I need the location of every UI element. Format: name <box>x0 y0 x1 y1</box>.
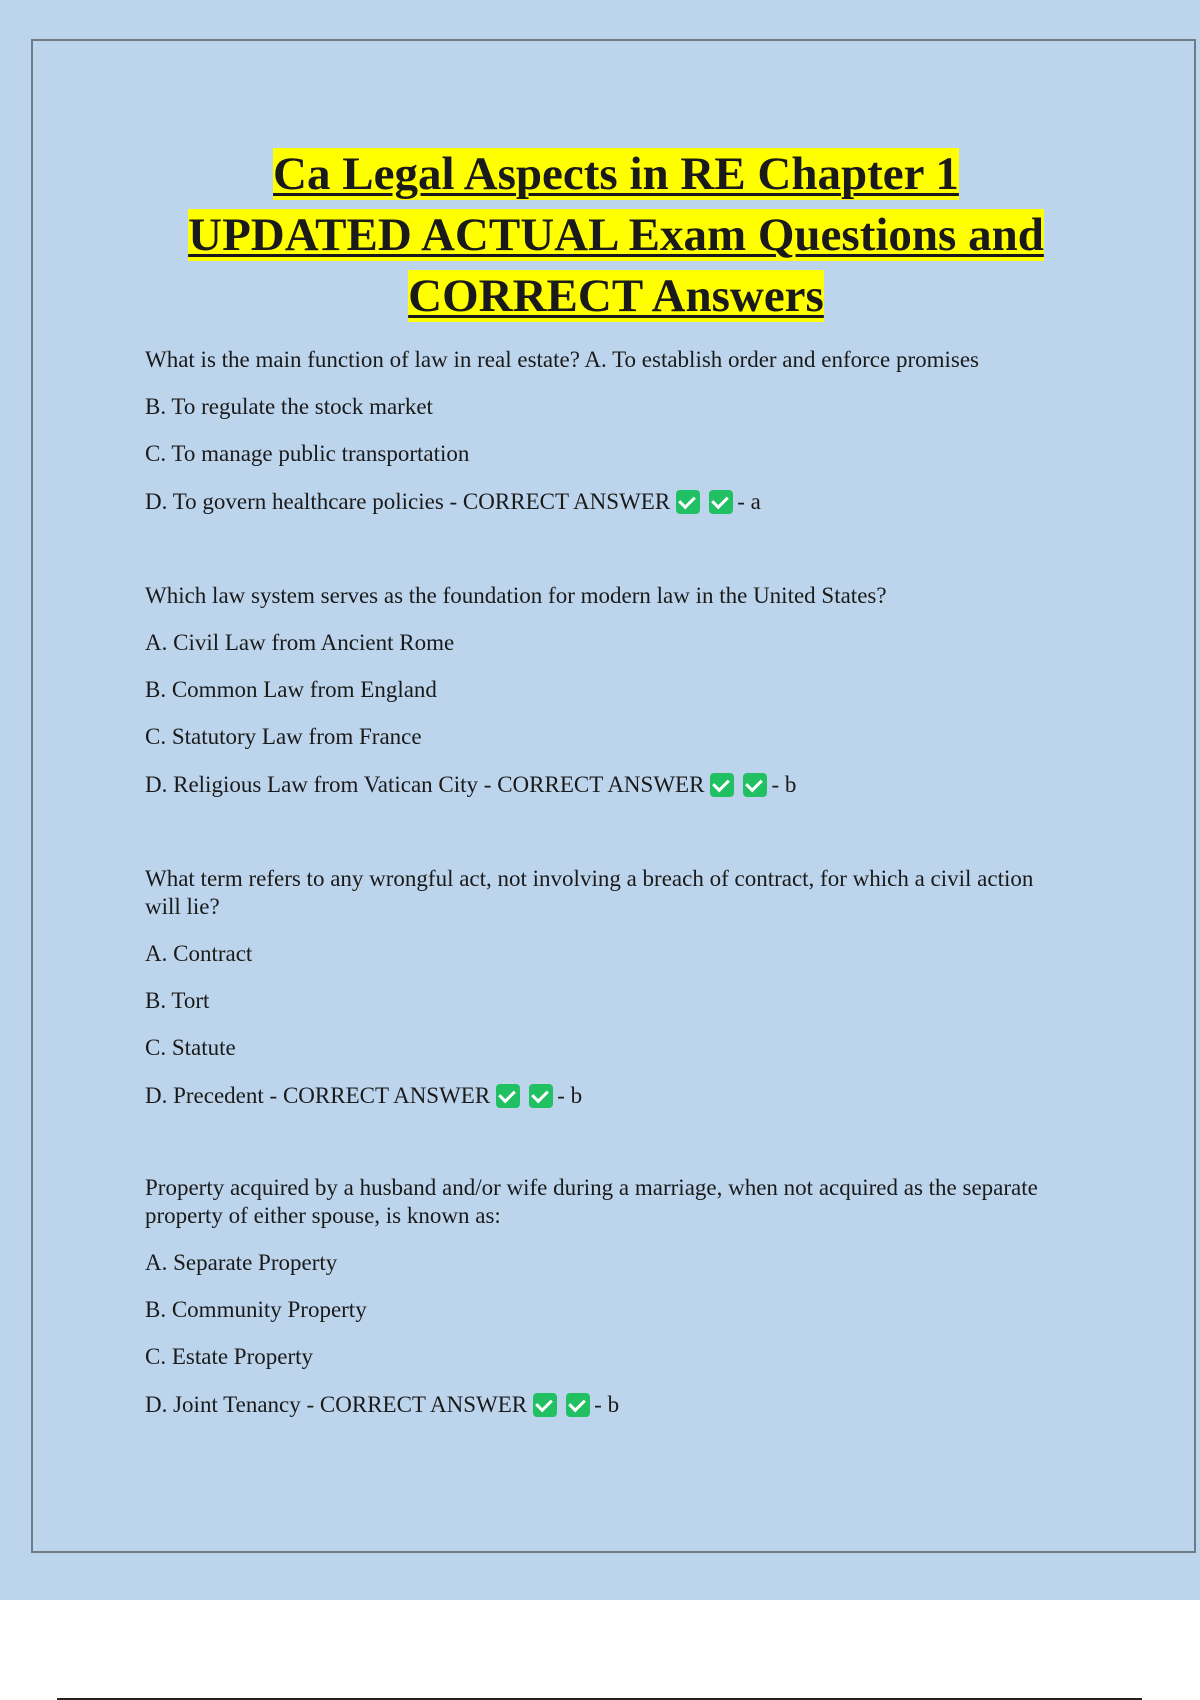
check-mark-icon <box>496 1084 520 1108</box>
question-2-answer-letter: - b <box>771 772 797 797</box>
check-mark-icon <box>566 1393 590 1417</box>
question-2-option-b: B. Common Law from England <box>145 677 437 702</box>
question-2-text: Which law system serves as the foundation for modern law in the United States? <box>145 583 887 608</box>
question-2-option-d: D. Religious Law from Vatican City - CORRECT ANSWER <box>145 772 705 797</box>
question-4-option-d: D. Joint Tenancy - CORRECT ANSWER <box>145 1392 528 1417</box>
check-mark-icon <box>529 1084 553 1108</box>
question-list <box>145 346 1090 1419</box>
question-3-answer-letter: - b <box>557 1083 583 1108</box>
check-mark-icon <box>710 773 734 797</box>
question-3 <box>145 865 1090 1110</box>
question-3-text-line-1: What term refers to any wrongful act, not involving a breach of contract, for which a civil action <box>145 866 1034 891</box>
question-1-option-d: D. To govern healthcare policies - CORRECT ANSWER <box>145 489 671 514</box>
document-title <box>60 144 1172 327</box>
check-mark-icon <box>743 773 767 797</box>
question-3-option-a: A. Contract <box>145 941 253 966</box>
question-4-text-line-2: property of either spouse, is known as: <box>145 1203 501 1228</box>
question-4-text-line-1: Property acquired by a husband and/or wife during a marriage, when not acquired as the separate <box>145 1175 1038 1200</box>
check-mark-icon <box>676 490 700 514</box>
question-4 <box>145 1174 1090 1419</box>
question-1-answer <box>145 488 1090 516</box>
question-3-answer <box>145 1082 1090 1110</box>
question-2-option-a: A. Civil Law from Ancient Rome <box>145 630 455 655</box>
question-1-text: What is the main function of law in real estate? A. To establish order and enforce promises <box>145 347 980 372</box>
question-4-answer <box>145 1391 1090 1419</box>
question-3-text-line-2: will lie? <box>145 894 220 919</box>
question-3-option-d: D. Precedent - CORRECT ANSWER <box>145 1083 491 1108</box>
question-3-option-b: B. Tort <box>145 988 210 1013</box>
question-1-answer-letter: - a <box>737 489 761 514</box>
question-2-option-c: C. Statutory Law from France <box>145 724 422 749</box>
question-2 <box>145 582 1090 799</box>
question-3-option-c: C. Statute <box>145 1035 236 1060</box>
question-1 <box>145 346 1090 516</box>
title-line-2: UPDATED ACTUAL Exam Questions and <box>188 209 1044 261</box>
check-mark-icon <box>533 1393 557 1417</box>
title-line-3: CORRECT Answers <box>408 270 824 322</box>
question-4-option-a: A. Separate Property <box>145 1250 338 1275</box>
question-4-option-c: C. Estate Property <box>145 1344 313 1369</box>
question-1-option-b: B. To regulate the stock market <box>145 394 433 419</box>
question-2-answer <box>145 771 1090 799</box>
question-4-answer-letter: - b <box>594 1392 620 1417</box>
title-line-1: Ca Legal Aspects in RE Chapter 1 <box>273 148 959 200</box>
question-1-option-c: C. To manage public transportation <box>145 441 470 466</box>
question-4-option-b: B. Community Property <box>145 1297 367 1322</box>
check-mark-icon <box>709 490 733 514</box>
